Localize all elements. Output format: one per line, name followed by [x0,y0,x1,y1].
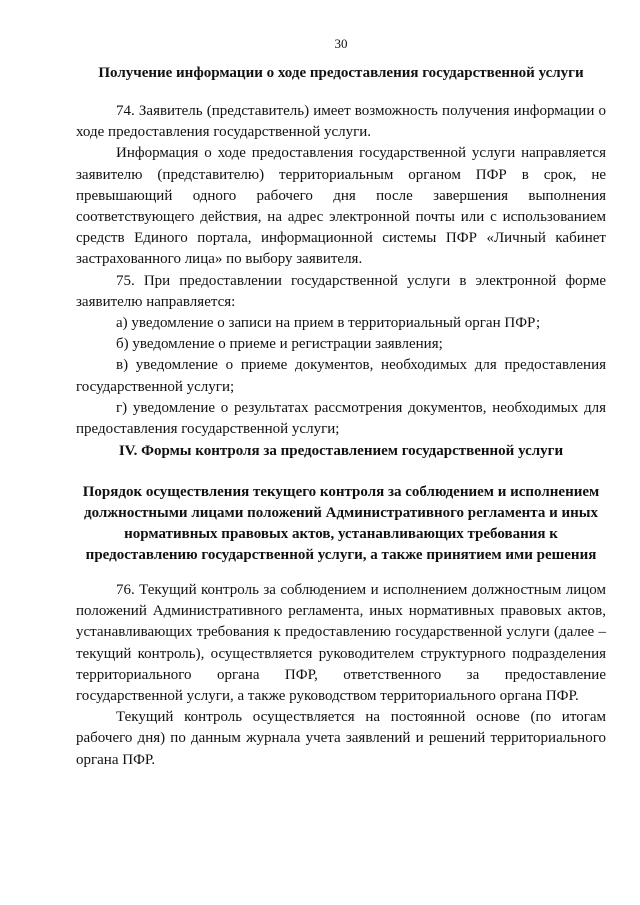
list-item-a: а) уведомление о записи на прием в территориальный орган ПФР; [116,315,541,332]
list-item-v: в) уведомление о приеме документов, необходимых для предоставления государственной услуги; [76,357,606,395]
heading-status-info: Получение информации о ходе предоставления государственной услуги [98,65,584,81]
info-paragraphs [76,101,606,440]
paragraph-74: 74. Заявитель (представитель) имеет возможность получения информации о ходе предоставления государственной услуги. [76,103,606,141]
page-number: 30 [334,36,348,51]
paragraph-info-delivery: Информация о ходе предоставления государственной услуги направляется заявителю (представителю) территориальным органом ПФР в срок, не превышающий одного рабочего дня после завершения выполнения соответствующего действия, на адрес электронной почты или с использованием средств Единого портала, информационной системы ПФР «Личный кабинет застрахованного лица» по выбору заявителя. [76,145,606,268]
paragraph-76: 76. Текущий контроль за соблюдением и исполнением должностным лицом положений Административного регламента, иных нормативных правовых актов, устанавливающих требования к предоставлению государственной услуги (далее – текущий контроль), осуществляется руководителем структурного подразделения территориального органа ПФР, ответственного за предоставление государственной услуги, а также руководством территориального органа ПФР. [76,582,606,705]
subheading-current-control: Порядок осуществления текущего контроля за соблюдением и исполнением должностными лицами положений Административного регламента и иных нормативных правовых актов, устанавливающих требования к предоставлению государственной услуги, а также принятием ими решения [82,484,600,563]
list-item-g: г) уведомление о результатах рассмотрения документов, необходимых для предоставления государственной услуги; [76,399,606,438]
control-paragraphs [76,580,606,771]
section-heading-iv: IV. Формы контроля за предоставлением государственной услуги [118,443,564,459]
list-item-b: б) уведомление о приеме и регистрации заявления; [116,336,443,353]
paragraph-75: 75. При предоставлении государственной услуги в электронной форме заявителю направляется: [76,272,606,310]
paragraph-control-basis: Текущий контроль осуществляется на постоянной основе (по итогам рабочего дня) по данным журнала учета заявлений и решений территориального органа ПФР. [76,709,606,768]
